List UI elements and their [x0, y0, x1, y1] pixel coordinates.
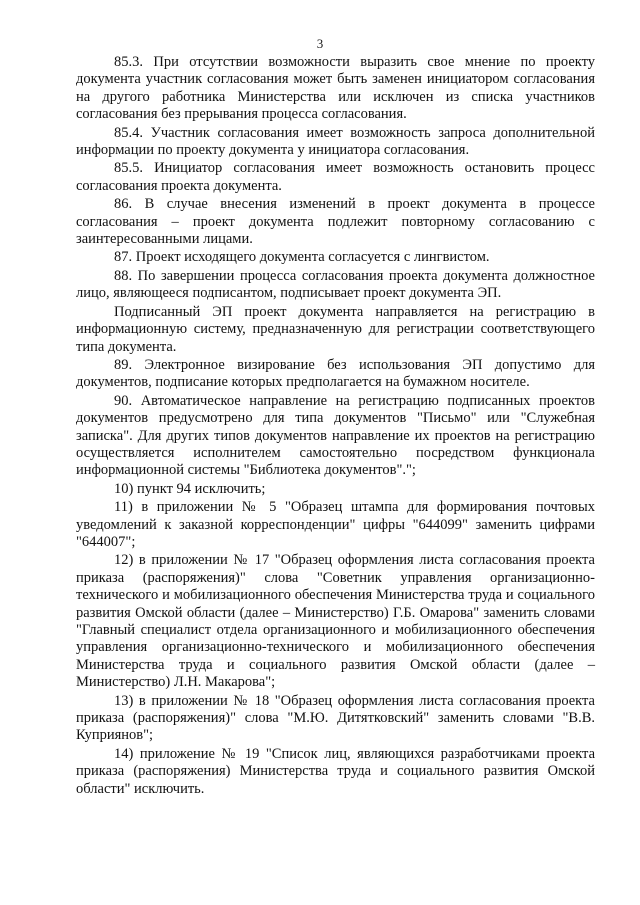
paragraph-90: 90. Автоматическое направление на регистрацию подписанных проектов документов предусмотрено для типа документов "Письмо" или "Служебная записка". Для других типов документов направление их проектов на регистрацию осуществляется исполнителем самостоятельно посредством функционала информационной системы "Библиотека документов".";: [76, 392, 595, 479]
paragraph-85-3: 85.3. При отсутствии возможности выразить свое мнение по проекту документа участник согласования может быть заменен инициатором согласования на другого работника Министерства или исключен из списка участников согласования без прерывания процесса согласования.: [76, 54, 595, 123]
page-number: 3: [316, 36, 324, 51]
document-body: [76, 54, 595, 799]
amendment-item-10: 10) пункт 94 исключить;: [114, 480, 266, 497]
amendment-item-13: 13) в приложении № 18 "Образец оформления листа согласования проекта приказа (распоряжения)" слова "М.Ю. Дитятковский" заменить словами "В.В. Куприянов";: [76, 692, 595, 744]
paragraph-89: 89. Электронное визирование без использования ЭП допустимо для документов, подписание которых предполагается на бумажном носителе.: [76, 356, 595, 391]
paragraph-88: 88. По завершении процесса согласования проекта документа должностное лицо, являющееся подписантом, подписывает проект документа ЭП.: [76, 267, 595, 302]
paragraph-85-4: 85.4. Участник согласования имеет возможность запроса дополнительной информации по проекту документа у инициатора согласования.: [76, 124, 595, 159]
paragraph-87: 87. Проект исходящего документа согласуется с лингвистом.: [114, 249, 490, 266]
paragraph-86: 86. В случае внесения изменений в проект документа в процессе согласования – проект документа подлежит повторному согласованию с заинтересованными лицами.: [76, 196, 595, 248]
amendment-item-14: 14) приложение № 19 "Список лиц, являющихся разработчиками проекта приказа (распоряжения) Министерства труда и социального развития Омской области" исключить.: [76, 745, 595, 797]
amendment-item-11: 11) в приложении № 5 "Образец штампа для формирования почтовых уведомлений к заказной корреспонденции" цифры "644099" заменить цифрами "644007";: [76, 499, 595, 550]
paragraph-85-5: 85.5. Инициатор согласования имеет возможность остановить процесс согласования проекта документа.: [76, 160, 595, 194]
paragraph-88-signed: Подписанный ЭП проект документа направляется на регистрацию в информационную систему, предназначенную для регистрации соответствующего типа документа.: [76, 303, 595, 355]
amendment-item-12: 12) в приложении № 17 "Образец оформления листа согласования проекта приказа (распоряжения)" слова "Советник управления организационно-технического и мобилизационного обеспечения Министерства труда и социального развития Омской области (далее – Министерство) Г.Б. Омарова" заменить словами "Главный специалист отдела организационного и мобилизационного обеспечения управления организационно-технического и мобилизационного обеспечения Министерства труда и социального развития Омской области (далее – Министерство) Л.Н. Макарова";: [76, 552, 595, 691]
